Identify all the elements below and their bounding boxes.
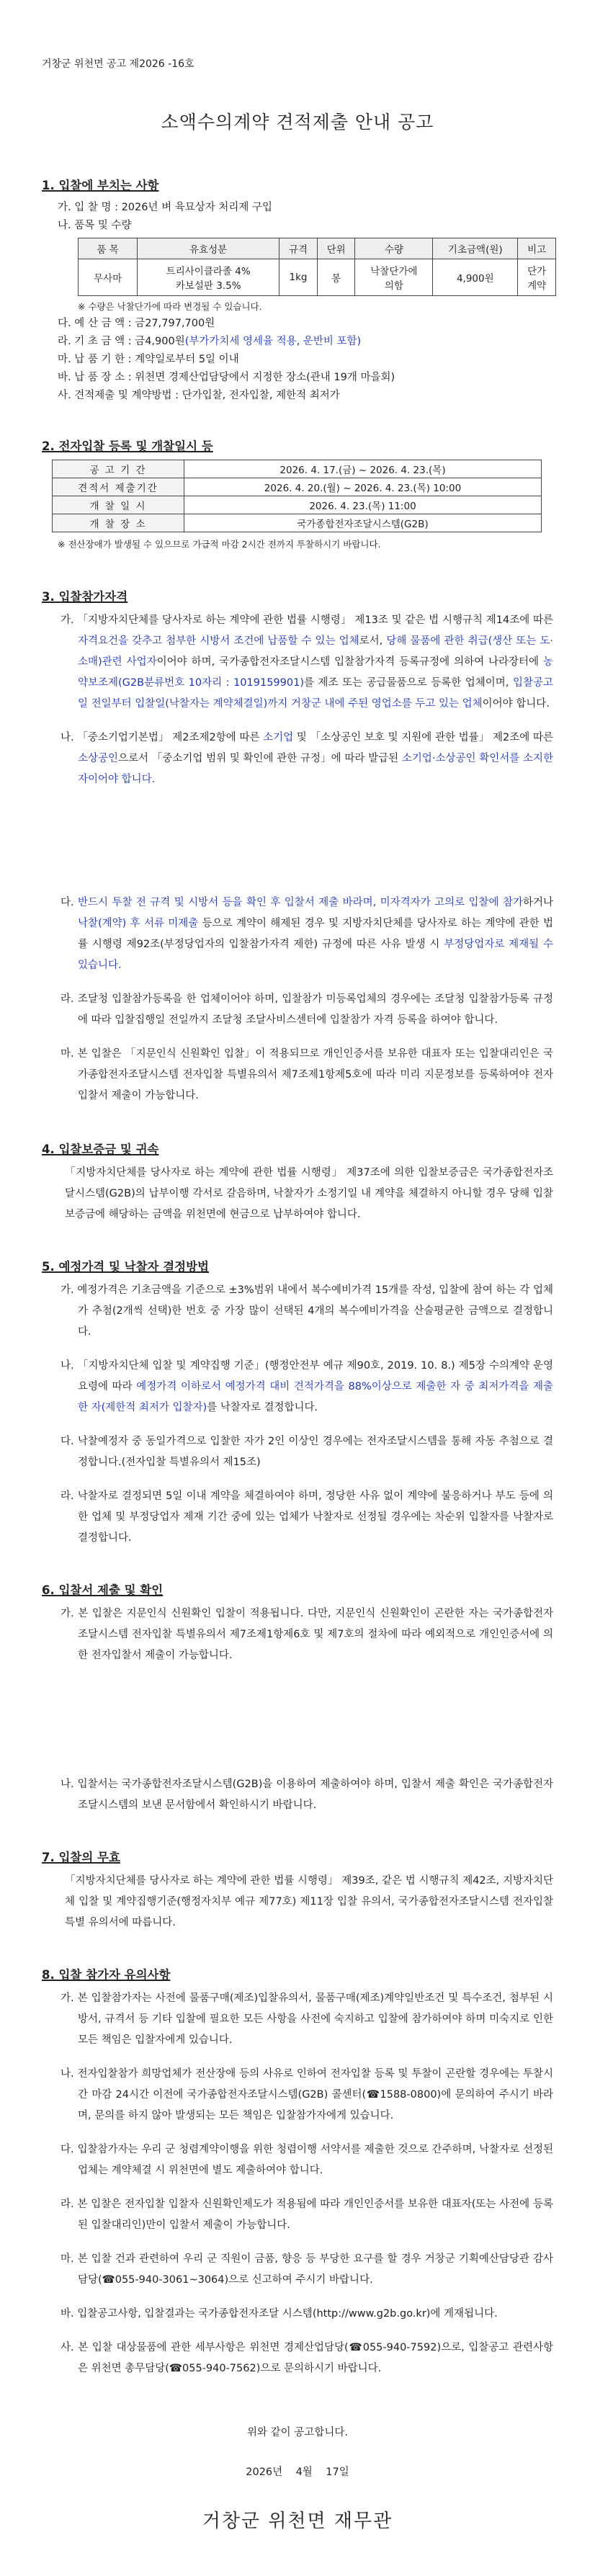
section-8-heading: 8. 입찰 참가자 유의사항	[42, 1968, 171, 1982]
s1-qty-note: ※ 수량은 낙찰단가에 따라 변경될 수 있습니다.	[78, 301, 262, 312]
section-4	[42, 1140, 553, 1225]
section-1-heading: 1. 입찰에 부치는 사항	[42, 179, 159, 192]
highlight-text: 예정가격 이하로서 예정가격 대비 견적가격을 88%이상으로 제출한 자 중 최저가격을 제출한 자(제한적 최저가 입찰자)	[78, 1381, 554, 1413]
body-text: 및 「소상공인 보호 및 지원에 관한 법률」 제2조에 따른	[293, 732, 553, 743]
body-text: 나. 「지방자치단체 입찰 및 계약집행 기준」(행정안전부 예규 제90호, 2019. 10. 8.) 제5장 수의계약 운영요령에 따라	[61, 1360, 553, 1392]
s8-item-sa: 사. 본 입찰 대상물품에 관한 세부사항은 위천면 경제산업담당(☎055-940-7592)으로, 입찰공고 관련사항은 위천면 총무담당(☎055-940-7562)으로 문의하시기 바랍니다.	[61, 2342, 553, 2374]
table-row: 공 고 기 간 2026. 4. 17.(금) ~ 2026. 4. 23.(목)	[53, 460, 542, 478]
section-7-heading: 7. 입찰의 무효	[42, 1851, 120, 1864]
body-text: 를 낙찰자로 결정합니다.	[207, 1402, 318, 1413]
section-7	[42, 1848, 553, 1933]
section-5	[42, 1257, 553, 1549]
table-row	[79, 259, 556, 296]
goods-ingredient: 트리사이클라졸 4% 카보설판 3.5%	[138, 259, 279, 296]
s1-item-ba: 바. 납 품 장 소 : 위천면 경제산업담당에서 지정한 장소(관내 19개 마을회)	[58, 372, 395, 383]
section-3-heading: 3. 입찰참가자격	[42, 590, 128, 604]
goods-base: 4,900원	[433, 259, 518, 296]
goods-table	[78, 238, 556, 296]
goods-col-base: 기초금액(원)	[433, 238, 518, 259]
highlight-text: 자격요건을 갖추고 첨부한 시방서 조건에 납품할 수 있는 업체	[78, 635, 359, 647]
s1-item-ga: 가. 입 찰 명 : 2026년 벼 육묘상자 처리제 구입	[58, 202, 272, 213]
section-6-heading: 6. 입찰서 제출 및 확인	[42, 1583, 164, 1597]
s8-item-ga: 가. 본 입찰참가자는 사전에 물품구매(제조)입찰유의서, 물품구매(제조)계약일반조건 및 특수조건, 첨부된 시방서, 규격서 등 기타 입찰에 필요한 모든 사항을 사전에 숙지하고 입찰에 참가하여야 하며 미숙지로 인한 모든 책임은 입찰자에게 있습니다.	[61, 1993, 553, 2046]
s5-item-na	[42, 1356, 553, 1418]
section-2	[42, 437, 553, 553]
body-text: 으로서 「중소기업 범위 및 확인에 관한 규정」에 따라 발급된	[118, 753, 402, 764]
highlight-text: 소기업·소상공인 확인서를 소지한 자이어야 합니다.	[78, 753, 553, 785]
section-4-heading: 4. 입찰보증금 및 귀속	[42, 1142, 159, 1156]
highlight-text: 소기업	[263, 732, 294, 743]
s8-item-ra: 라. 본 입찰은 전자입찰 입찰자 신원확인제도가 적용됨에 따라 개인인증서를 보유한 대표자(또는 사전에 등록된 입찰대리인)만이 입찰서 제출이 가능합니다.	[61, 2199, 553, 2231]
body-text: 다.	[61, 897, 79, 908]
notice-number: 거창군 위천면 공고 제2026 -16호	[42, 58, 194, 70]
table-row: 개 찰 일 시 2026. 4. 23.(목) 11:00	[53, 496, 542, 514]
schedule-table	[52, 460, 542, 532]
body-text: 이어야 합니다.	[482, 698, 550, 710]
goods-item: 무사마	[79, 259, 138, 296]
body-text: 이어야 하며, 국가종합전자조달시스템 입찰참가자격 등록규정에 의하여 나라장터에	[156, 656, 543, 668]
page-title: 소액수의계약 견적제출 안내 공고	[161, 112, 434, 133]
s1-item-ra: 라. 기 초 금 액 : 금4,900원(부가가치세 영세율 적용, 운반비 포함)	[58, 336, 362, 347]
goods-remark: 단가 계약	[518, 259, 556, 296]
highlight-text: 반드시 투찰 전 규격 및 시방서 등을 확인 후 입찰서 제출 바라며, 미자격자가 고의로 입찰에 참가	[78, 897, 523, 908]
s1-item-da: 다. 예 산 금 액 : 금27,797,700원	[58, 318, 215, 329]
goods-col-spec: 규격	[279, 238, 318, 259]
s1-item-sa: 사. 견적제출 및 계약방법 : 단가입찰, 전자입찰, 제한적 최저가	[58, 390, 340, 401]
goods-col-item: 품 목	[79, 238, 138, 259]
body-text: 하거나	[522, 897, 553, 908]
body-text: 나. 「중소기업기본법」 제2조제2항에 따른	[61, 732, 264, 743]
s3-item-ma: 마. 본 입찰은 「지문인식 신원확인 입찰」이 적용되므로 개인인증서를 보유한 대표자 또는 입찰대리인은 국가종합전자조달시스템 전자입찰 특별유의서 제7조제1항제5호에 따라 미리 지문정보를 등록하여야 전자입찰서 제출이 가능합니다.	[61, 1048, 553, 1101]
s8-item-ba: 바. 입찰공고사항, 입찰결과는 국가종합전자조달 시스템(http://www.g2b.go.kr)에 게재됩니다.	[61, 2308, 498, 2320]
s1-item-ma: 마. 납 품 기 한 : 계약일로부터 5일 이내	[58, 354, 239, 365]
goods-col-qty: 수량	[355, 238, 433, 259]
table-row: 개 찰 장 소 국가종합전자조달시스템(G2B)	[53, 514, 542, 532]
highlight-text: 부정당업자로 제재될 수 있습니다.	[78, 939, 553, 971]
s3-item-ga	[42, 610, 553, 715]
table-row: 견적서 제출기간 2026. 4. 20.(월) ~ 2026. 4. 23.(목) 10:00	[53, 478, 542, 496]
s8-item-ma: 마. 본 입찰 건과 관련하여 우리 군 직원이 금품, 향응 등 부당한 요구를 할 경우 거창군 기획예산담당관 감사담당(☎055-940-3061~3064)으로 신고하여 주시기 바랍니다.	[61, 2253, 553, 2286]
goods-unit: 봉	[317, 259, 355, 296]
s3-item-ra: 라. 조달청 입찰참가등록을 한 업체이어야 하며, 입찰참가 미등록업체의 경우에는 조달청 입찰참가등록 규정에 따라 입찰집행일 전일까지 조달청 조달사비스센터에 입찰참가 자격 등록을 하여야 합니다.	[61, 993, 553, 1026]
highlight-text: 당해 물품에 관한 취급(생산 또는 도·소매)관련 사업자	[78, 635, 554, 668]
body-text: 가. 「지방자치단체를 당사자로 하는 계약에 관한 법률 시행령」 제13조 및 같은 법 시행규칙 제14조에 따른	[61, 614, 553, 626]
body-text: 로서,	[359, 635, 387, 647]
highlight-text: 낙찰(계약) 후 서류 미제출	[78, 918, 199, 929]
goods-table-header	[79, 238, 556, 259]
s3-item-na	[42, 728, 553, 790]
section-2-heading: 2. 전자입찰 등록 및 개찰일시 등	[42, 439, 213, 453]
s2-note: ※ 전산장애가 발생될 수 있으므로 가급적 마감 2시간 전까지 투찰하시기 바랍니다.	[58, 539, 381, 550]
section-3	[42, 587, 553, 1106]
s5-item-ra: 라. 낙찰자로 결정되면 5일 이내 계약을 체결하여야 하며, 정당한 사유 없이 계약에 불응하거나 부도 등에 의한 업체 및 부정당업자 제재 기간 중에 있는 업체가 낙찰자로 선정될 경우에는 차순위 입찰자를 낙찰자로 결정합니다.	[61, 1490, 553, 1544]
highlight-text: 농약보조제(G2B분류번호 10자리 : 1019159901)	[78, 656, 553, 689]
goods-col-unit: 단위	[317, 238, 355, 259]
body-text: 를 제조 또는 공급물품으로 등록한 업체이며,	[304, 677, 513, 689]
section-5-heading: 5. 예정가격 및 낙찰자 결정방법	[42, 1260, 209, 1274]
goods-col-ingredient: 유효성분	[138, 238, 279, 259]
signature: 거창군 위천면 재무관	[202, 2510, 393, 2532]
s7-body: 「지방자치단체를 당사자로 하는 계약에 관한 법률 시행령」 제39조, 같은 법 시행규칙 제42조, 지방자치단체 입찰 및 계약집행기준(행정자치부 예규 제77호) 제11장 입찰 유의서, 국가종합전자조달시스템 전자입찰특별 유의서에 따릅니다.	[65, 1875, 553, 1928]
s8-item-da: 다. 입찰참가자는 우리 군 청렴계약이행을 위한 청렴이행 서약서를 제출한 것으로 간주하며, 낙찰자로 선정된 업체는 계약체결 시 위천면에 별도 제출하여야 합니다.	[61, 2144, 553, 2176]
s8-item-na: 나. 전자입찰참가 희망업체가 전산장애 등의 사유로 인하여 전자입찰 등록 및 투찰이 곤란할 경우에는 투찰시간 마감 24시간 이전에 국가종합전자조달시스템(G2B) 콜센터(☎1588-0800)에 문의하여 주시기 바라며, 문의를 하지 않아 발생되는 모든 책임은 입찰참가자에게 있습니다.	[61, 2068, 553, 2121]
s1-item-na: 나. 품목 및 수량	[58, 220, 132, 231]
s6-item-na: 나. 입찰서는 국가종합전자조달시스템(G2B)을 이용하여 제출하여야 하며, 입찰서 제출 확인은 국가종합전자조달시스템의 보낸 문서함에서 확인하시기 바랍니다.	[61, 1779, 553, 1811]
section-1	[42, 176, 553, 405]
section-8	[42, 1965, 553, 2379]
s3-item-da	[42, 893, 553, 976]
notice-date: 2026년 4월 17일	[246, 2467, 349, 2478]
s4-body: 「지방자치단체를 당사자로 하는 계약에 관한 법률 시행령」 제37조에 의한 입찰보증금은 국가종합전자조달시스템(G2B)의 납부이행 각서로 갈음하며, 낙찰자가 소정기일 내 계약을 체결하지 아니할 경우 당해 입찰보증금에 해당하는 금액을 위천면에 현금으로 납부하여야 합니다.	[65, 1167, 553, 1220]
goods-qty: 낙찰단가에 의함	[355, 259, 433, 296]
highlight-text: 소상공인	[78, 753, 119, 764]
goods-spec: 1kg	[279, 259, 318, 296]
section-6	[42, 1580, 553, 1816]
goods-col-remark: 비고	[518, 238, 556, 259]
body-text: 등으로 계약이 해제된 경우 및 지방자치단체를 당사자로 하는 계약에 관한 법률 시행령 제92조(부정당업자의 입찰참가자격 제한) 규정에 따른 사유 발생 시	[78, 918, 553, 950]
highlight-text: 입찰공고일 전일부터 입찰일(낙찰자는 계약체결일)까지 거창군 내에 주된 영업소를 두고 있는 업체	[78, 677, 553, 710]
s6-item-ga: 가. 본 입찰은 지문인식 신원확인 입찰이 적용됩니다. 다만, 지문인식 신원확인이 곤란한 자는 국가종합전자조달시스템 전자입찰 특별유의서 제7조제1항제6호 및 제7호의 절차에 따라 예외적으로 개인인증서에 의한 전자입찰서 제출이 가능합니다.	[61, 1608, 553, 1661]
s5-item-da: 다. 낙찰예정자 중 동일가격으로 입찰한 자가 2인 이상인 경우에는 전자조달시스템을 통해 자동 추첨으로 결정합니다.(전자입찰 특별유의서 제15조)	[61, 1436, 553, 1468]
closing-text: 위와 같이 공고합니다.	[247, 2427, 348, 2438]
s5-item-ga: 가. 예정가격은 기초금액을 기준으로 ±3%범위 내에서 복수예비가격 15개를 작성, 입찰에 참여 하는 각 업체가 추첨(2개씩 선택)한 번호 중 가장 많이 선택된 4개의 복수예비가격을 산술평균한 금액으로 결정합니다.	[61, 1284, 553, 1338]
